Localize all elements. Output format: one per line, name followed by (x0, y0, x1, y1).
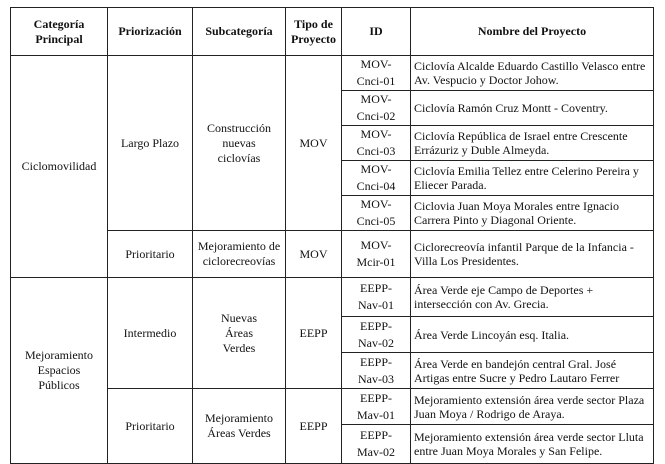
category-cell: Mejoramiento Espacios Públicos (11, 278, 108, 464)
id-cell: MOV-Cnci-01 (342, 56, 411, 91)
header-id: ID (342, 8, 411, 56)
project-name-cell: Área Verde eje Campo de Deportes + intersección con Av. Grecia. (411, 278, 654, 317)
id-cell: EEPP-Mav-01 (342, 389, 411, 425)
header-category: Categoría Principal (11, 8, 108, 56)
header-name: Nombre del Proyecto (411, 8, 654, 56)
project-name-cell: Mejoramiento extensión área verde sector Plaza Juan Moya / Rodrigo de Araya. (411, 389, 654, 425)
header-priority: Priorización (108, 8, 193, 56)
type-cell: EEPP (286, 278, 342, 389)
subcategory-cell: Mejoramiento de ciclorecreovías (193, 231, 286, 278)
priority-cell: Largo Plazo (108, 56, 193, 231)
header-type: Tipo de Proyecto (286, 8, 342, 56)
project-name-cell: Área Verde Lincoyán esq. Italia. (411, 317, 654, 353)
project-name-cell: Ciclovía Ramón Cruz Montt - Coventry. (411, 91, 654, 126)
priority-cell: Prioritario (108, 389, 193, 464)
priority-cell: Prioritario (108, 231, 193, 278)
project-name-cell: Ciclorecreovía infantil Parque de la Infancia - Villa Los Presidentes. (411, 231, 654, 278)
category-cell: Ciclomovilidad (11, 56, 108, 278)
subcategory-cell: Nuevas Áreas Verdes (193, 278, 286, 389)
type-cell: MOV (286, 56, 342, 231)
id-cell: EEPP-Nav-01 (342, 278, 411, 317)
id-cell: EEPP-Nav-02 (342, 317, 411, 353)
project-name-cell: Ciclovía Emilia Tellez entre Celerino Pereira y Eliecer Parada. (411, 161, 654, 196)
table-row (11, 56, 654, 91)
id-cell: MOV-Cnci-05 (342, 196, 411, 231)
priority-cell: Intermedio (108, 278, 193, 389)
table-row (11, 231, 654, 278)
id-cell: MOV-Cnci-03 (342, 126, 411, 161)
table-row (11, 278, 654, 317)
table-row (11, 389, 654, 425)
project-name-cell: Área Verde en bandejón central Gral. José Artigas entre Sucre y Pedro Lautaro Ferrer (411, 353, 654, 389)
subcategory-cell: Mejoramiento Áreas Verdes (193, 389, 286, 464)
project-name-cell: Ciclovía República de Israel entre Crescente Errázuriz y Duble Almeyda. (411, 126, 654, 161)
subcategory-cell: Construcción nuevas ciclovías (193, 56, 286, 231)
id-cell: MOV-Mcir-01 (342, 231, 411, 278)
project-name-cell: Mejoramiento extensión área verde sector Lluta entre Juan Moya Morales y San Felipe. (411, 425, 654, 464)
type-cell: MOV (286, 231, 342, 278)
type-cell: EEPP (286, 389, 342, 464)
id-cell: MOV-Cnci-02 (342, 91, 411, 126)
id-cell: EEPP-Nav-03 (342, 353, 411, 389)
project-name-cell: Ciclovia Juan Moya Morales entre Ignacio Carrera Pinto y Diagonal Oriente. (411, 196, 654, 231)
id-cell: EEPP-Mav-02 (342, 425, 411, 464)
header-row (11, 8, 654, 56)
id-cell: MOV-Cnci-04 (342, 161, 411, 196)
project-name-cell: Ciclovía Alcalde Eduardo Castillo Velasco entre Av. Vespucio y Doctor Johow. (411, 56, 654, 91)
header-subcategory: Subcategoría (193, 8, 286, 56)
projects-table (10, 7, 654, 464)
